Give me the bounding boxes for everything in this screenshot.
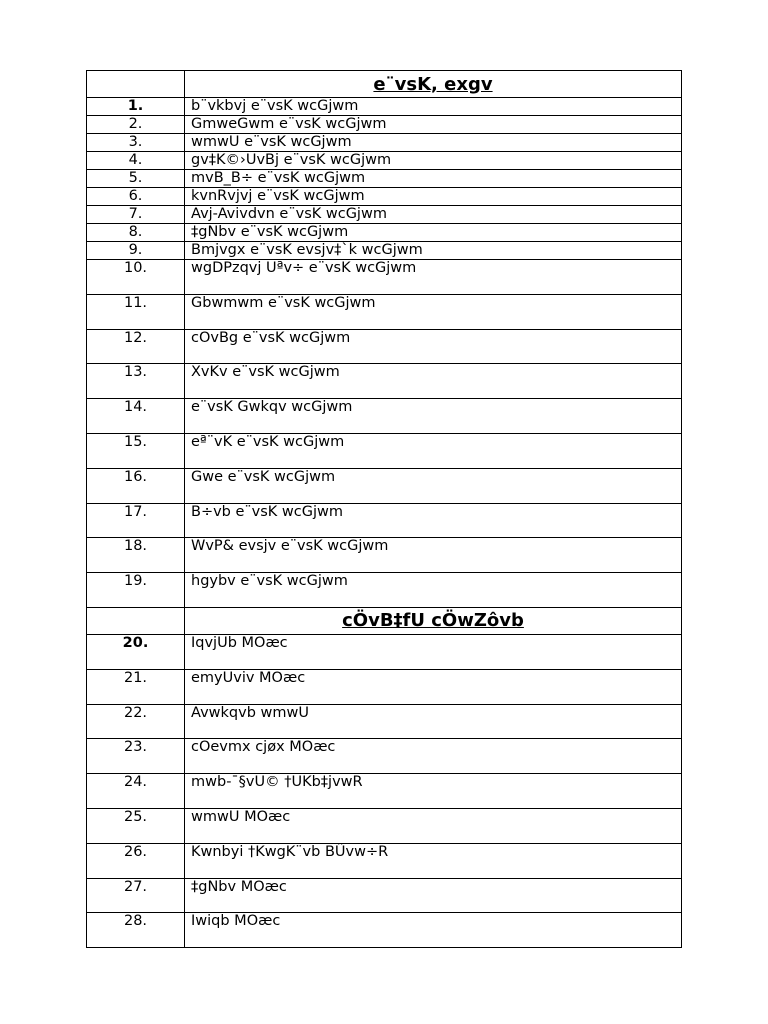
table-row [87,843,682,878]
table-row [87,739,682,774]
table-row [87,188,682,206]
row-name: e¨vsK Gwkqv wcGjwm [185,399,682,434]
row-name: hgybv e¨vsK wcGjwm [185,573,682,608]
row-name: Avj-Avivdvn e¨vsK wcGjwm [185,206,682,224]
row-number: 15. [87,433,185,468]
row-number: 1. [87,98,185,116]
row-name: Gwe e¨vsK wcGjwm [185,468,682,503]
table-row [87,224,682,242]
table-row [87,98,682,116]
row-name: wmwU e¨vsK wcGjwm [185,134,682,152]
row-number: 5. [87,170,185,188]
row-name: kvnRvjvj e¨vsK wcGjwm [185,188,682,206]
row-name: gv‡K©›UvBj e¨vsK wcGjwm [185,152,682,170]
row-name: wgDPzqvj Uªv÷ e¨vsK wcGjwm [185,260,682,295]
row-number: 28. [87,913,185,948]
row-name: GmweGwm e¨vsK wcGjwm [185,116,682,134]
row-name: cÖevmx cjøx MÖæc [185,739,682,774]
table-row [87,152,682,170]
row-number: 12. [87,329,185,364]
section-header-private [87,607,682,634]
row-name: WvP& evsjv e¨vsK wcGjwm [185,538,682,573]
row-number: 13. [87,364,185,399]
row-name: Avwkqvb wmwU [185,704,682,739]
row-number: 17. [87,503,185,538]
row-number: 20. [87,634,185,669]
table-row [87,503,682,538]
row-number: 21. [87,669,185,704]
row-number: 9. [87,242,185,260]
table-row [87,538,682,573]
row-number: 14. [87,399,185,434]
table-row [87,634,682,669]
row-name: b¨vkbvj e¨vsK wcGjwm [185,98,682,116]
table-row [87,878,682,913]
row-number: 6. [87,188,185,206]
table-row [87,329,682,364]
row-number: 3. [87,134,185,152]
table-row [87,364,682,399]
row-name: XvKv e¨vsK wcGjwm [185,364,682,399]
row-number: 16. [87,468,185,503]
organization-list-table [86,70,682,948]
table-row [87,170,682,188]
section-header-banks [87,71,682,98]
row-number: 11. [87,294,185,329]
table-row [87,704,682,739]
row-number: 26. [87,843,185,878]
row-number: 24. [87,774,185,809]
row-number: 2. [87,116,185,134]
row-name: eª¨vK e¨vsK wcGjwm [185,433,682,468]
table-body [87,71,682,948]
table-row [87,774,682,809]
row-number: 19. [87,573,185,608]
section-heading-private: cÖvB‡fU cÖwZôvb [185,607,682,634]
row-name: wmwU MÖæc [185,808,682,843]
row-name: cÖvBg e¨vsK wcGjwm [185,329,682,364]
row-name: Iwiqb MÖæc [185,913,682,948]
table-row [87,573,682,608]
row-name: mvB_B÷ e¨vsK wcGjwm [185,170,682,188]
table-row [87,260,682,295]
table-row [87,116,682,134]
row-number: 25. [87,808,185,843]
row-number: 23. [87,739,185,774]
table-row [87,669,682,704]
row-number: 8. [87,224,185,242]
table-row [87,294,682,329]
table-row [87,468,682,503]
table-row [87,399,682,434]
row-number: 10. [87,260,185,295]
row-name: ‡gNbv e¨vsK wcGjwm [185,224,682,242]
section-heading-banks: e¨vsK, exgv [185,71,682,98]
header-number-cell [87,607,185,634]
row-number: 7. [87,206,185,224]
row-number: 18. [87,538,185,573]
row-name: Gbwmwm e¨vsK wcGjwm [185,294,682,329]
table-row [87,808,682,843]
row-name: emyÜviv MÖæc [185,669,682,704]
row-number: 27. [87,878,185,913]
row-name: ‡gNbv MÖæc [185,878,682,913]
row-name: B÷vb e¨vsK wcGjwm [185,503,682,538]
row-name: Bmjvgx e¨vsK evsjv‡`k wcGjwm [185,242,682,260]
table-row [87,913,682,948]
table-row [87,433,682,468]
table-row [87,134,682,152]
table-row [87,242,682,260]
row-number: 4. [87,152,185,170]
row-name: mwb-¯§vU© †UKb‡jvwR [185,774,682,809]
table-row [87,206,682,224]
header-number-cell [87,71,185,98]
row-name: IqvjUb MÖæc [185,634,682,669]
row-number: 22. [87,704,185,739]
row-name: Kwnbyi †KwgK¨vb BÛvw÷R [185,843,682,878]
